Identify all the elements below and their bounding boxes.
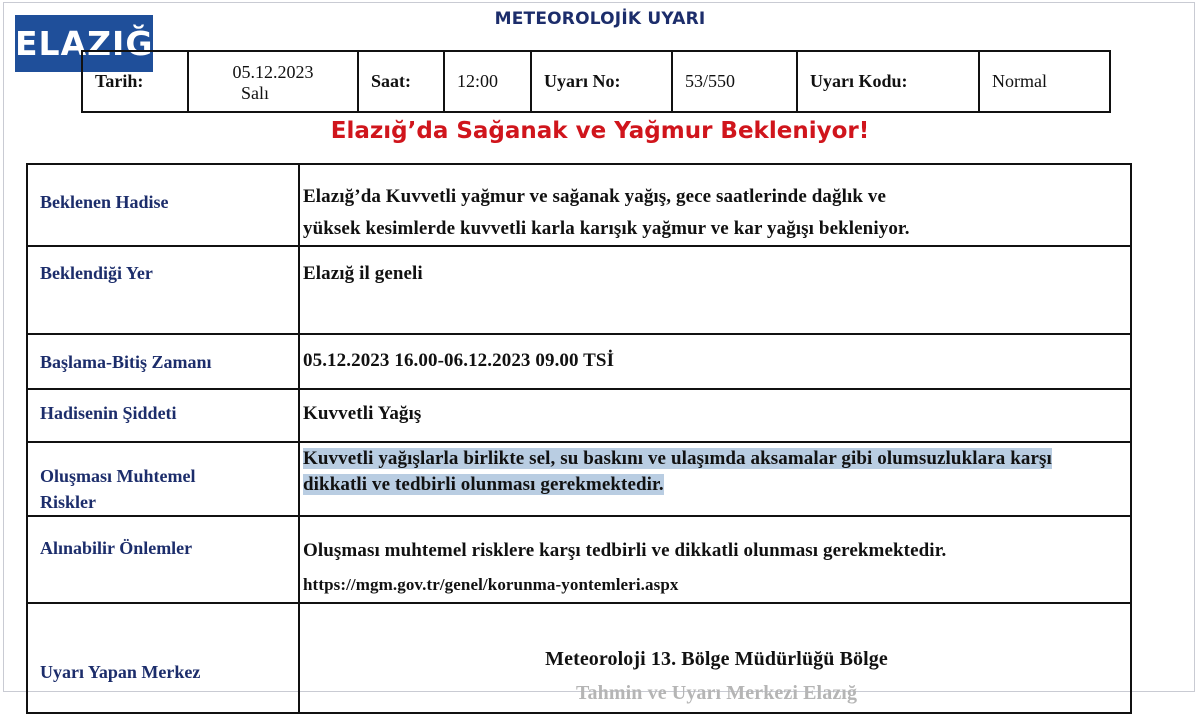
table-row-location [27,246,1131,334]
time-label: Saat: [358,51,444,112]
risks-label [27,442,299,516]
risks-line-1: Kuvvetli yağışlarla birlikte sel, su baskını ve ulaşımda aksamalar gibi olumsuzluklara karşı [303,448,1052,469]
event-line-2: yüksek kesimlerde kuvvetli karla karışık yağmur ve kar yağışı bekleniyor. [303,218,910,239]
center-line-1: Meteoroloji 13. Bölge Müdürlüğü Bölge [545,648,888,670]
event-value [299,164,1131,246]
document-title: METEOROLOJİK UYARI [494,9,706,29]
day-value: Salı [240,82,269,103]
risks-label-line-2: Riskler [40,492,96,512]
time-range-value: 05.12.2023 16.00-06.12.2023 09.00 TSİ [299,334,1131,389]
measures-line-1: Oluşması muhtemel risklere karşı tedbirli ve dikkatli olunması gerekmektedir. [303,540,947,561]
table-row-severity [27,389,1131,442]
headline: Elazığ’da Sağanak ve Yağmur Bekleniyor! [330,118,870,144]
event-label: Beklenen Hadise [27,164,299,246]
measures-link[interactable]: https://mgm.gov.tr/genel/korunma-yontemleri.aspx [303,575,679,594]
warning-code-value: Normal [979,51,1110,112]
center-value [299,603,1131,713]
center-line-2: Tahmin ve Uyarı Merkezi Elazığ [575,682,858,704]
table-row-center [27,603,1131,713]
date-label: Tarih: [82,51,188,112]
location-label: Beklendiği Yer [27,246,299,334]
time-value: 12:00 [444,51,531,112]
table-row-risks [27,442,1131,516]
measures-value [299,516,1131,603]
table-row-time [27,334,1131,389]
center-label: Uyarı Yapan Merkez [27,603,299,713]
date-value: 05.12.2023 [232,61,314,82]
severity-label: Hadisenin Şiddeti [27,389,299,442]
date-cell [188,51,358,112]
elazig-logo: ELAZIĞ [15,15,153,72]
severity-value: Kuvvetli Yağış [299,389,1131,442]
measures-label: Alınabilir Önlemler [27,516,299,603]
location-value: Elazığ il geneli [299,246,1131,334]
warning-no-label: Uyarı No: [531,51,672,112]
table-row-measures [27,516,1131,603]
warning-no-value: 53/550 [672,51,797,112]
risks-line-2: dikkatli ve tedbirli olunması gerekmektedir. [303,474,664,495]
time-range-label: Başlama-Bitiş Zamanı [27,334,299,389]
summary-table [81,50,1111,113]
event-line-1: Elazığ’da Kuvvetli yağmur ve sağanak yağış, gece saatlerinde dağlık ve [303,186,886,207]
table-row-event [27,164,1131,246]
risks-label-line-1: Oluşması Muhtemel [40,466,196,486]
risks-value [299,442,1131,516]
warning-code-label: Uyarı Kodu: [797,51,979,112]
warning-table [26,163,1132,714]
